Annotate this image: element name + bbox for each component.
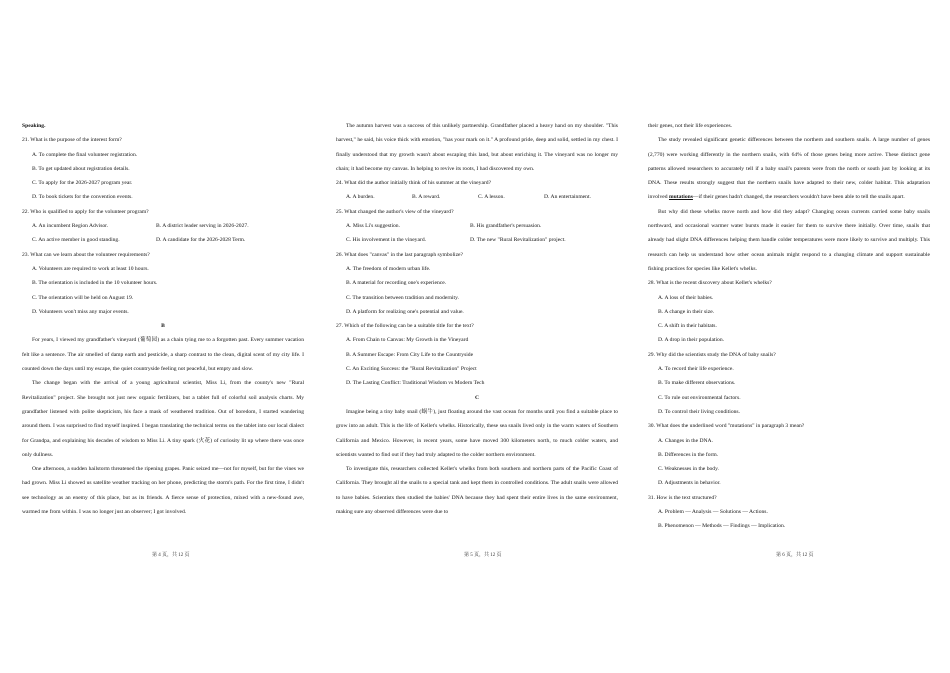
page-number-5: 第 5 页，共 12 页 [464,553,502,558]
page-4-column [22,119,304,519]
passage-b-paragraph-3: One afternoon, a sudden hailstorm threatened the ripening grapes. Panic seized me—not for myself, but for the vines we had grown. Miss Li showed us satellite weather tracking on her phone, predicting the storm's path. For the first time, I didn't see technology as an enemy of this place, but as its friends. A fierce sense of protection, mixed with a new-found awe, warmed me from within. I was no longer just an observer; I got involved. [22,466,304,516]
option-22c: C. An active member in good standing. [32,237,120,244]
option-23c: C. The orientation will be held on August 19. [32,294,134,301]
question-28: 28. What is the recent discovery about Kellet's whelks? [648,280,772,287]
options-24 [336,190,618,204]
option-24b: B. A reward. [412,194,441,201]
option-24c: C. A lesson. [478,194,505,201]
passage-b-paragraph-2: The change began with the arrival of a young agricultural scientist, Miss Li, from the county's new "Rural Revitalization" project. She brought not just new organic fertilizers, but a tablet full of colorful soil analysis charts. My grandfather listened with polite skepticism, his face a mask of weathered tradition. Out of boredom, I started wandering around them. I was surprised to find myself inspired. I began translating the technical terms on the tablet into our local dialect for Grandpa, and explaining his decades of wisdom to Miss Li. A tiny spark (火花) of curiosity lit up where there was once only dullness. [22,380,304,458]
options-25-cd [336,233,618,247]
question-24: 24. What did the author initially think of his summer at the vineyard? [336,180,492,187]
option-27c: C. An Exciting Success: the "Rural Revitalization" Project [346,366,477,373]
option-25b: B. His grandfather's persuasion. [470,223,542,230]
option-25a: A. Miss Li's suggestion. [346,223,400,230]
passage-b-paragraph-1: For years, I viewed my grandfather's vineyard (葡萄园) as a chain tying me to a forgotten past. Every summer vacation felt like a sentence. The air smelled of damp earth and pesticide, a sharp contrast to the clean, digital scent of my city life. I counted down the days until my escape, the quiet countryside feeling not peaceful, but empty and slow. [22,337,304,373]
option-22b: B. A district leader serving in 2026-2027. [156,223,249,230]
passage-c-paragraph-2: To investigate this, researchers collected Kellet's whelks from both southern and northern parts of the Pacific Coast of California. They brought all the snails to a special tank and kept them in controlled conditions. The adult snails were allowed to have babies. Scientists then studied the babies' DNA because they had spent their entire lives in the same environment, making sure any observed differences were due to [336,466,618,516]
paragraph-3-end: —if their genes hadn't changed, the researchers wouldn't have been able to tell the snails apart. [692,194,905,201]
option-29d: D. To control their living conditions. [658,408,741,415]
option-28c: C. A shift in their habitats. [658,323,717,330]
option-22d: D. A candidate for the 2026-2028 Term. [156,237,246,244]
options-25-ab [336,219,618,233]
passage-b-paragraph-4: The autumn harvest was a success of this unlikely partnership. Grandfather placed a heavy hand on my shoulder. "This harvest," he said, his voice thick with emotion, "has your mark on it." A profound pride, deep and solid, settled in my chest. I finally understood that my growth wasn't about escaping this land, but about enriching it. The vineyard was no longer my chain; it had become my canvas. In helping to revive its roots, I had discovered my own. [336,123,618,172]
question-25: 25. What changed the author's view of the vineyard? [336,208,454,215]
question-31: 31. How is the text structured? [648,494,717,501]
option-25d: D. The new "Rural Revitalization" project. [470,237,566,244]
option-28a: A. A loss of their babies. [658,294,714,301]
option-26a: A. The freedom of modern urban life. [346,265,431,272]
option-27a: A. From Chain to Canvas: My Growth in the Vineyard [346,337,469,344]
passage-c-paragraph-1: Imagine being a tiny baby snail (蜗牛), just floating around the vast ocean for months until you find a suitable place to grow into an adult. This is the life of Kellet's whelks. Historically, these sea snails lived only in the warm waters of Southern California and Mexico. However, in recent years, some have moved 300 kilometers north, to much colder waters, and scientists wanted to find out if they had truly adapted to the colder northern environment. [336,408,618,458]
option-30c: C. Weaknesses in the body. [658,466,719,473]
option-21a: A. To complete the final volunteer registration. [32,151,138,158]
question-21: 21. What is the purpose of the interest form? [22,137,122,144]
option-21d: D. To book tickets for the convention events. [32,194,133,201]
page-number-4: 第 4 页，共 12 页 [152,553,190,558]
option-22a: A. An incumbent Region Advisor. [32,223,109,230]
option-26c: C. The transition between tradition and modernity. [346,294,459,301]
option-29a: A. To record their life experience. [658,366,734,373]
option-24a: A. A burden. [346,194,375,201]
option-26b: B. A material for recording one's experience. [346,280,447,287]
question-27: 27. Which of the following can be a suitable title for the text? [336,323,474,330]
option-21c: C. To apply for the 2026-2027 program year. [32,180,133,187]
speaking-label: Speaking. [22,123,46,129]
option-30d: D. Adjustments in behavior. [658,480,721,487]
option-28b: B. A change in their size. [658,308,715,315]
option-30b: B. Differences in the form. [658,451,719,458]
option-31b: B. Phenomenon — Methods — Findings — Implication. [658,523,786,530]
page-5-column [336,119,618,519]
passage-c-paragraph-4: But why did these whelks move north and how did they adapt? Changing ocean currents carried some baby snails northward, and occasional warmer water bursts made it easier for them to survive there initially. Over time, snails that already had slight DNA differences helping them handle colder temperatures were more likely to survive and multiply. This research can help us understand how other ocean animals might respond to a changing climate and support sustainable fishing practices for species like Kellet's whelks. [648,208,930,272]
option-23d: D. Volunteers won't miss any major events. [32,308,129,315]
question-22: 22. Who is qualified to apply for the volunteer program? [22,208,149,215]
question-30: 30. What does the underlined word "mutations" in paragraph 3 mean? [648,423,805,430]
option-30a: A. Changes in the DNA. [658,437,713,444]
section-c-heading: C [474,394,480,401]
underlined-word-mutations: mutations [668,194,693,201]
option-26d: D. A platform for realizing one's potential and value. [346,308,464,315]
option-29c: C. To rule out environmental factors. [658,394,741,401]
option-23a: A. Volunteers are required to work at least 10 hours. [32,265,149,272]
question-29: 29. Why did the scientists study the DNA of baby snails? [648,351,776,358]
option-31a: A. Problem — Analysis — Solutions — Actions. [658,509,768,516]
option-24d: D. An entertainment. [544,194,591,201]
question-26: 26. What does "canvas" in the last paragraph symbolize? [336,251,464,258]
options-22-cd [22,233,304,247]
option-25c: C. His involvement in the vineyard. [346,237,427,244]
option-28d: D. A drop in their population. [658,337,725,344]
options-22-ab [22,219,304,233]
option-29b: B. To make different observations. [658,380,736,387]
page-6-column [648,119,930,534]
option-21b: B. To get updated about registration details. [32,165,130,172]
option-27b: B. A Summer Escape: From City Life to the Countryside [346,351,474,358]
section-b-heading: B [161,323,165,330]
question-23: 23. What can we learn about the volunteer requirements? [22,251,150,258]
page-number-6: 第 6 页，共 12 页 [776,553,814,558]
option-23b: B. The orientation is included in the 10 volunteer hours. [32,280,158,287]
paragraph-3-start: The study revealed significant genetic differences between the northern and southern snails. A large number of genes (2,770) were working differently in the northern snails, with 64% of those genes being more active. These distinct gene patterns allowed researchers to accurately tell if a baby snail's parents were from the north or south just by looking at its DNA. These results strongly suggest that the northern snails have adapted to their new, colder habitat. This adaptation involved [648,137,930,201]
passage-c-paragraph-2-end: their genes, not their life experiences. [648,123,733,129]
option-27d: D. The Lasting Conflict: Traditional Wisdom vs Modern Tech [346,380,485,387]
passage-c-paragraph-3 [648,133,930,204]
